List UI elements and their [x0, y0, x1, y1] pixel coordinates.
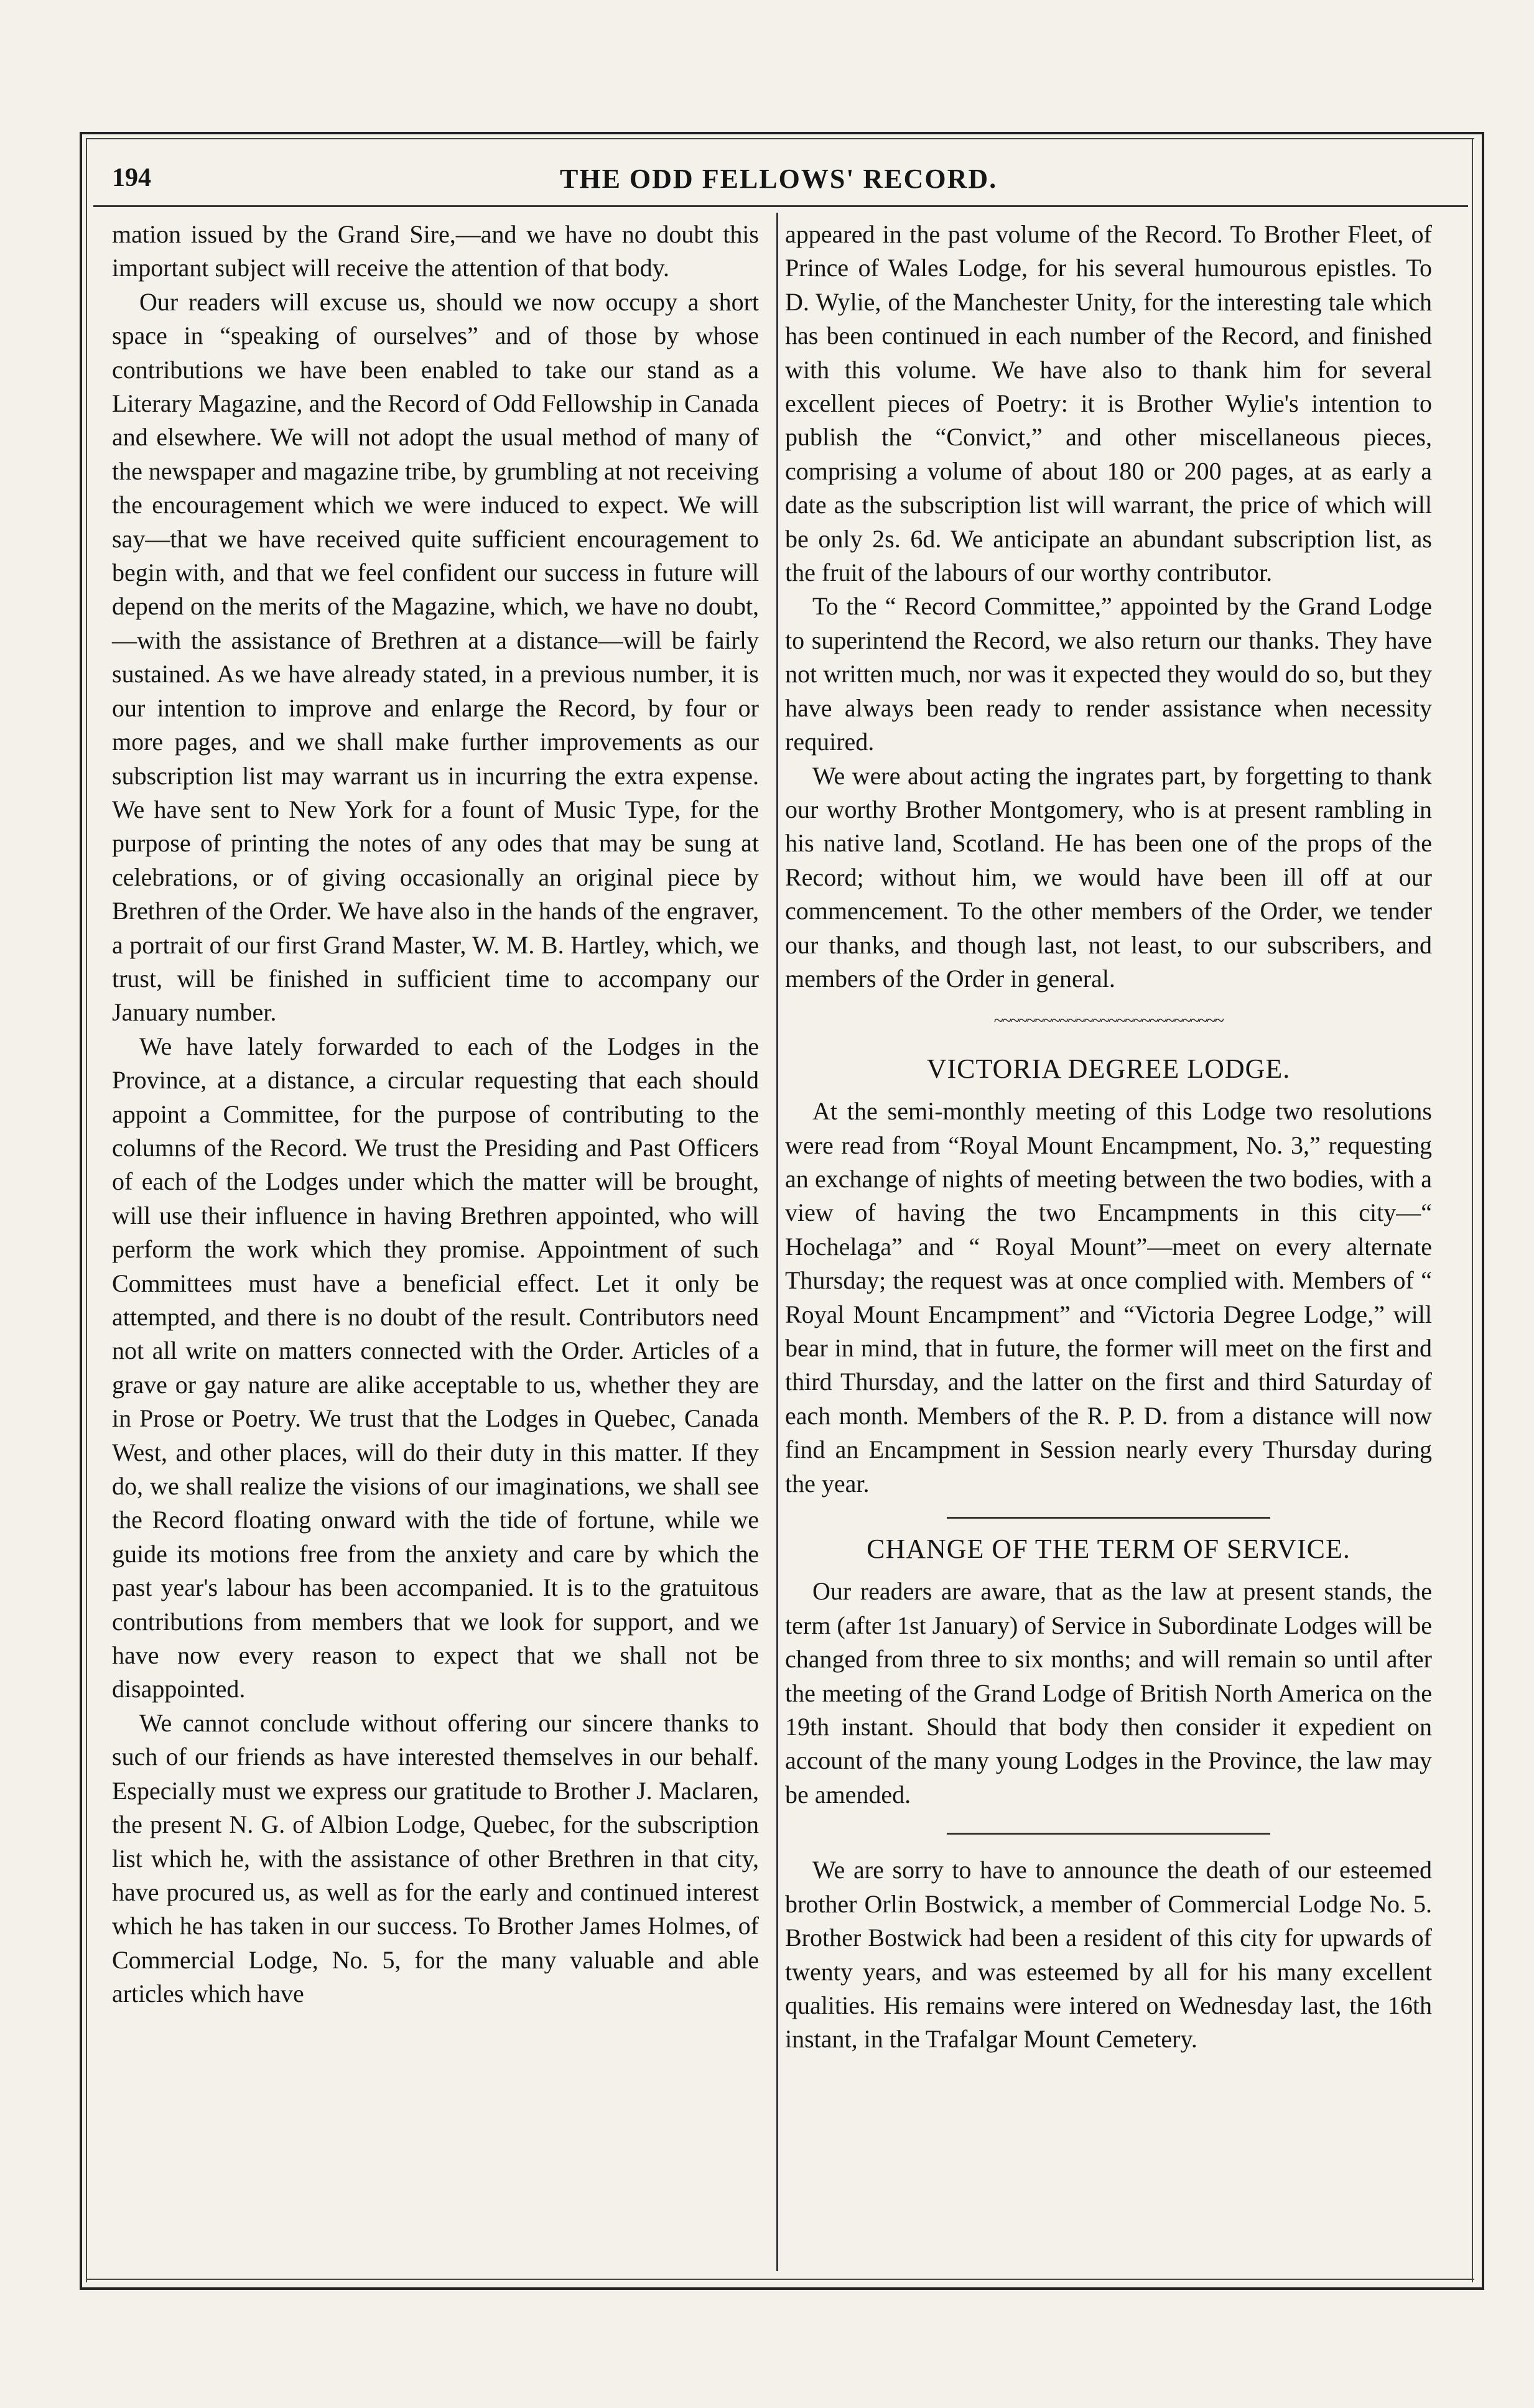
paragraph: At the semi-monthly meeting of this Lodge two resolutions were read from “Royal Mount Encampment, No. 3,” requesting an exchange of nights of meeting between the two bodies, with a view of having the two Encampments in this city—“ Hochelaga” and “ Royal Mount”—meet on every alternate Thursday; the request was at once complied with. Members of “ Royal Mount Encampment” and “Victoria Degree Lodge,” will bear in mind, that in future, the former will meet on the first and third Thursday, and the latter on the first and third Saturday of each month. Members of the R. P. D. from a distance will now find an Encampment in Session nearly every Thursday during the year.: [785, 1097, 1432, 1498]
section-rule: [947, 1833, 1270, 1835]
paragraph: appeared in the past volume of the Record. To Brother Fleet, of Prince of Wales Lodge, for his several humourous epistles. To D. Wylie, of the Manchester Unity, for the interesting tale which has been continued in each number of the Record, and finished with this volume. We have also to thank him for several excellent pieces of Poetry: it is Brother Wylie's intention to publish the “Convict,” and other miscellaneous pieces, comprising a volume of about 180 or 200 pages, at as early a date as the subscription list will warrant, the price of which will be only 2s. 6d. We anticipate an abundant subscription list, as the fruit of the labours of our worthy contributor.: [785, 220, 1432, 587]
left-column: [112, 218, 759, 2011]
section-rule: [947, 1517, 1270, 1519]
header-rule: [93, 205, 1468, 207]
paragraph: We were about acting the ingrates part, by forgetting to thank our worthy Brother Montgomery, who is at present rambling in his native land, Scotland. He has been one of the props of the Record; without him, we would have been ill off at our commencement. To the other members of the Order, we tender our thanks, and though last, not least, to our subscribers, and members of the Order in general.: [785, 761, 1432, 993]
paragraph: We are sorry to have to announce the death of our esteemed brother Orlin Bostwick, a member of Commercial Lodge No. 5. Brother Bostwick had been a resident of this city for upwards of twenty years, and was esteemed by all for his many excellent qualities. His remains were intered on Wednesday last, the 16th instant, in the Trafalgar Mount Cemetery.: [785, 1856, 1432, 2054]
page-number: 194: [112, 164, 151, 192]
paragraph: Our readers are aware, that as the law at present stands, the term (after 1st January) of Service in Subordinate Lodges will be changed from three to six months; and will remain so until after the meeting of the Grand Lodge of British North America on the 19th instant. Should that body then consider it expedient on account of the many young Lodges in the Province, the law may be amended.: [785, 1577, 1432, 1808]
section-title-victoria: VICTORIA DEGREE LODGE.: [926, 1053, 1291, 1084]
column-divider: [776, 213, 778, 2271]
bottom-border-rule: [80, 2287, 1484, 2290]
ornament-divider: ~~~~~~~~~~~~~~~~~~~~~~~~~~~~: [993, 1011, 1224, 1031]
paragraph: We cannot conclude without offering our sincere thanks to such of our friends as have interested themselves in our behalf. Especially must we express our gratitude to Brother J. Maclaren, the present N. G. of Albion Lodge, Quebec, for the subscription list which he, with the assistance of other Brethren in that city, have procured us, as well as for the early and continued interest which he has taken in our success. To Brother James Holmes, of Commercial Lodge, No. 5, for the many valuable and able articles which have: [112, 1708, 759, 2008]
bottom-border-rule-inner: [86, 2279, 1474, 2280]
paragraph: We have lately forwarded to each of the Lodges in the Province, at a distance, a circular requesting that each should appoint a Committee, for the purpose of contributing to the columns of the Record. We trust the Presiding and Past Officers of each of the Lodges under which the matter will be brought, will use their influence in having Brethren appointed, who will perform the work which they promise. Appointment of such Committees must have a beneficial effect. Let it only be attempted, and there is no doubt of the result. Contributors need not all write on matters connected with the Order. Articles of a grave or gay nature are alike acceptable to us, whether they are in Prose or Poetry. We trust that the Lodges in Quebec, Canada West, and other places, will do their duty in this matter. If they do, we shall realize the visions of our imaginations, we shall see the Record floating onward with the tide of fortune, while we guide its motions free from the anxiety and care by which the past year's labour has been accompanied. It is to the gratuitous contributions from members that we look for support, and we have now every reason to expect that we shall not be disappointed.: [112, 1032, 759, 1703]
paragraph: To the “ Record Committee,” appointed by the Grand Lodge to superintend the Record, we also return our thanks. They have not written much, nor was it expected they would do so, but they have always been ready to render assistance when necessity required.: [785, 592, 1432, 756]
paragraph: mation issued by the Grand Sire,—and we have no doubt this important subject will receive the attention of that body.: [112, 220, 759, 282]
section-title-change: CHANGE OF THE TERM OF SERVICE.: [867, 1534, 1350, 1565]
right-column: [785, 218, 1432, 2057]
paragraph: Our readers will excuse us, should we now occupy a short space in “speaking of ourselves” and of those by whose contributions we have been enabled to take our stand as a Literary Magazine, and the Record of Odd Fellowship in Canada and elsewhere. We will not adopt the usual method of many of the newspaper and magazine tribe, by grumbling at not receiving the encouragement which we were induced to expect. We will say—that we have received quite sufficient encouragement to begin with, and that we feel confident our success in future will depend on the merits of the Magazine, which, we have no doubt,—with the assistance of Brethren at a distance—will be fairly sustained. As we have already stated, in a previous number, it is our intention to improve and enlarge the Record, by four or more pages, and we shall make further improvements as our subscription list may warrant us in incurring the extra expense. We have sent to New York for a fount of Music Type, for the purpose of printing the notes of any odes that may be sung at celebrations, or of giving occasionally an original piece by Brethren of the Order. We have also in the hands of the engraver, a portrait of our first Grand Master, W. M. B. Hartley, which, we trust, will be finished in sufficient time to accompany our January number.: [112, 287, 759, 1027]
running-title: THE ODD FELLOWS' RECORD.: [560, 164, 998, 194]
